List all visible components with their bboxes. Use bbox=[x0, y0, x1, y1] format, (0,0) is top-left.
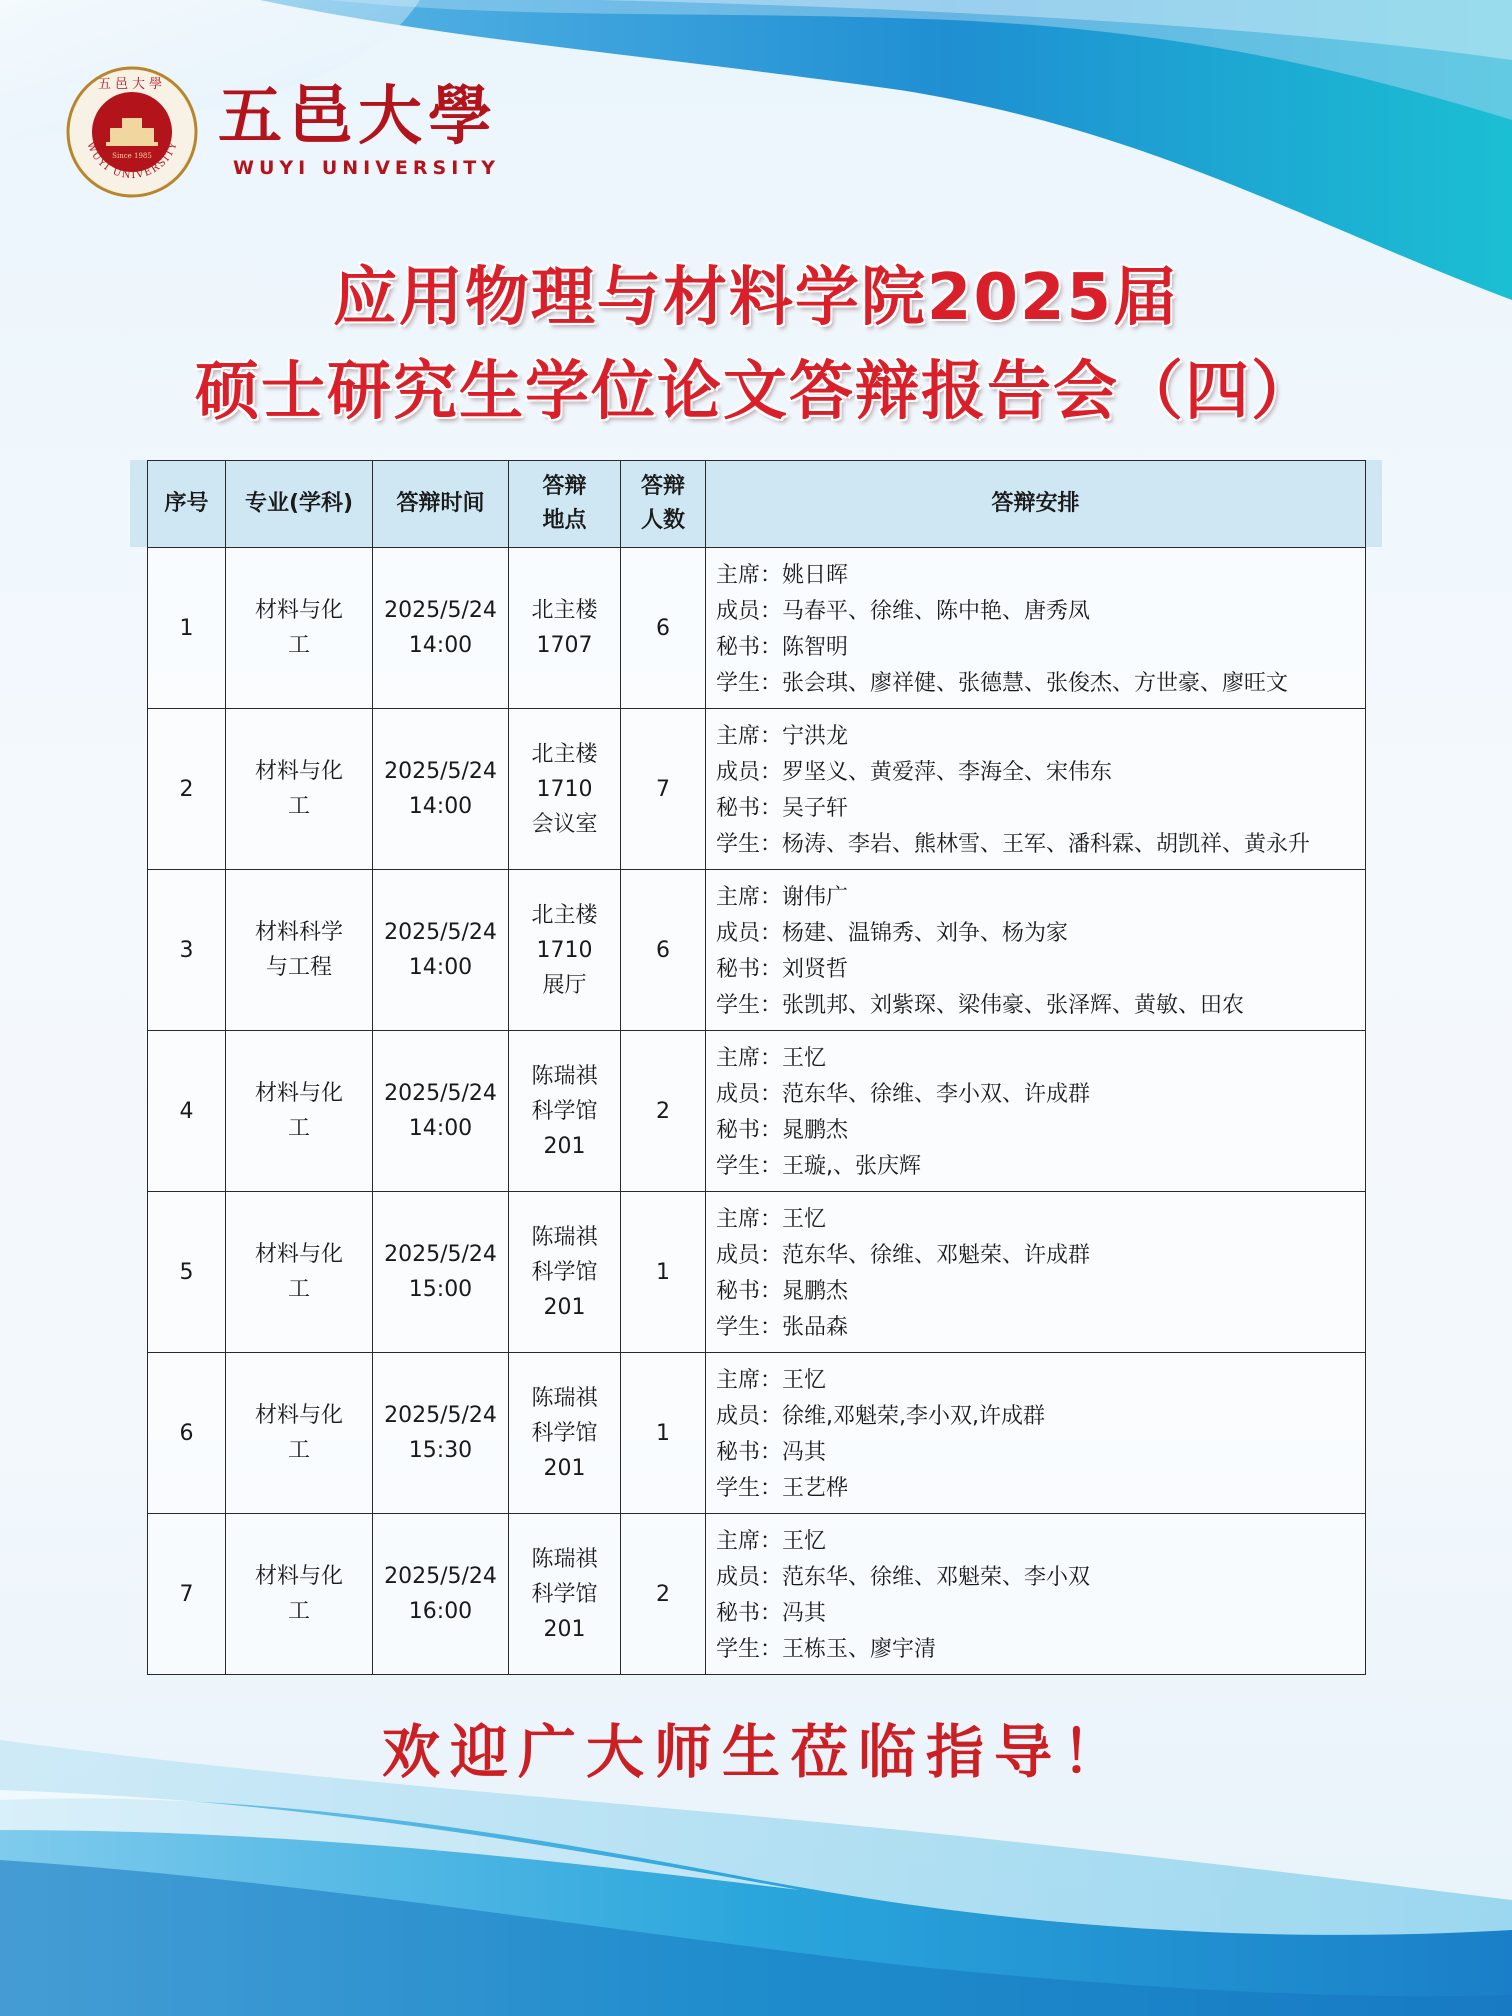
cell-arrangement bbox=[706, 709, 1366, 870]
cell-no-text: 5 bbox=[179, 1259, 194, 1285]
cell-time bbox=[373, 1192, 509, 1353]
secretary-line: 秘书：冯其 bbox=[716, 1440, 827, 1465]
page-title-line1: 应用物理与材料学院2025届 bbox=[332, 261, 1180, 335]
table-row bbox=[148, 548, 1366, 709]
cell-major bbox=[226, 709, 373, 870]
header-no: 序号 bbox=[148, 461, 226, 548]
university-name-en: WUYI UNIVERSITY bbox=[233, 157, 501, 179]
cell-arrangement bbox=[706, 1514, 1366, 1675]
secretary-line: 秘书：陈智明 bbox=[716, 635, 849, 660]
table-row bbox=[148, 870, 1366, 1031]
table-row bbox=[148, 1192, 1366, 1353]
cell-arrangement bbox=[706, 548, 1366, 709]
cell-no-text: 3 bbox=[179, 937, 194, 963]
cell-count bbox=[621, 1031, 706, 1192]
header-major: 专业(学科) bbox=[226, 461, 373, 548]
table-row bbox=[148, 1514, 1366, 1675]
cell-place-text: 北主楼1707 bbox=[531, 598, 598, 658]
cell-place bbox=[509, 1031, 621, 1192]
cell-count-text: 2 bbox=[656, 1098, 670, 1124]
secretary-line: 秘书：晁鹏杰 bbox=[716, 1279, 849, 1304]
cell-major bbox=[226, 1353, 373, 1514]
table-row bbox=[148, 709, 1366, 870]
cell-major-text: 材料与化工 bbox=[254, 759, 343, 819]
svg-text:WUYI UNIVERSITY: WUYI UNIVERSITY bbox=[84, 139, 180, 182]
members-line: 成员：徐维,邓魁荣,李小双,许成群 bbox=[716, 1404, 1045, 1429]
students-line: 学生：杨涛、李岩、熊林雪、王军、潘科霖、胡凯祥、黄永升 bbox=[716, 832, 1311, 857]
members-line: 成员：范东华、徐维、邓魁荣、李小双 bbox=[716, 1565, 1091, 1590]
students-line: 学生：张凯邦、刘紫琛、梁伟豪、张泽辉、黄敏、田农 bbox=[716, 993, 1245, 1018]
cell-no bbox=[148, 548, 226, 709]
cell-no-text: 2 bbox=[179, 776, 194, 802]
cell-place-text: 北主楼1710展厅 bbox=[531, 902, 598, 998]
university-name-cn: 五邑大學 bbox=[218, 79, 498, 154]
header-arrangement: 答辩安排 bbox=[706, 461, 1366, 548]
cell-no-text: 4 bbox=[179, 1098, 194, 1124]
chair-line: 主席：王忆 bbox=[716, 1046, 827, 1071]
secretary-line: 秘书：吴子轩 bbox=[716, 796, 849, 821]
cell-no bbox=[148, 1514, 226, 1675]
cell-place-text: 陈瑞祺科学馆201 bbox=[531, 1385, 598, 1481]
students-line: 学生：王栋玉、廖宇清 bbox=[716, 1637, 937, 1662]
cell-place bbox=[509, 1192, 621, 1353]
cell-major-text: 材料与化工 bbox=[254, 1081, 343, 1141]
cell-time bbox=[373, 1031, 509, 1192]
cell-time-text: 2025/5/24 15:00 bbox=[384, 1242, 497, 1302]
chair-line: 主席：姚日晖 bbox=[716, 563, 849, 588]
cell-time bbox=[373, 709, 509, 870]
header-place: 答辩地点 bbox=[509, 461, 621, 548]
members-line: 成员：马春平、徐维、陈中艳、唐秀凤 bbox=[716, 599, 1091, 624]
cell-place bbox=[509, 1514, 621, 1675]
welcome-message: 欢迎广大师生莅临指导！ bbox=[381, 1718, 1130, 1786]
cell-no bbox=[148, 1353, 226, 1514]
cell-place-text: 北主楼1710会议室 bbox=[531, 741, 598, 837]
cell-count-text: 1 bbox=[656, 1420, 670, 1446]
svg-text:Since 1985: Since 1985 bbox=[112, 152, 152, 160]
table-header-row bbox=[148, 461, 1366, 548]
cell-time bbox=[373, 1353, 509, 1514]
secretary-line: 秘书：刘贤哲 bbox=[716, 957, 849, 982]
cell-time bbox=[373, 548, 509, 709]
cell-place-text: 陈瑞祺科学馆201 bbox=[531, 1224, 598, 1320]
cell-no bbox=[148, 709, 226, 870]
students-line: 学生：张品森 bbox=[716, 1315, 849, 1340]
cell-time-text: 2025/5/24 14:00 bbox=[384, 759, 497, 819]
students-line: 学生：张会琪、廖祥健、张德慧、张俊杰、方世豪、廖旺文 bbox=[716, 671, 1289, 696]
members-line: 成员：杨建、温锦秀、刘争、杨为家 bbox=[716, 921, 1069, 946]
cell-time-text: 2025/5/24 14:00 bbox=[384, 1081, 497, 1141]
members-line: 成员：罗坚义、黄爱萍、李海全、宋伟东 bbox=[716, 760, 1113, 785]
members-line: 成员：范东华、徐维、李小双、许成群 bbox=[716, 1082, 1091, 1107]
svg-text:五邑大學: 五邑大學 bbox=[97, 77, 167, 92]
cell-arrangement bbox=[706, 1031, 1366, 1192]
page-title-line2: 硕士研究生学位论文答辩报告会（四） bbox=[195, 355, 1317, 429]
cell-time-text: 2025/5/24 14:00 bbox=[384, 598, 497, 658]
cell-time bbox=[373, 870, 509, 1031]
cell-count bbox=[621, 1514, 706, 1675]
cell-place bbox=[509, 870, 621, 1031]
table-row bbox=[148, 1031, 1366, 1192]
cell-time-text: 2025/5/24 16:00 bbox=[384, 1564, 497, 1624]
students-line: 学生：王璇,、张庆辉 bbox=[716, 1154, 921, 1179]
table-row bbox=[148, 1353, 1366, 1514]
cell-major bbox=[226, 1031, 373, 1192]
cell-major bbox=[226, 1192, 373, 1353]
cell-time bbox=[373, 1514, 509, 1675]
secretary-line: 秘书：冯其 bbox=[716, 1601, 827, 1626]
cell-no bbox=[148, 870, 226, 1031]
cell-no bbox=[148, 1031, 226, 1192]
cell-major bbox=[226, 870, 373, 1031]
header-count: 答辩人数 bbox=[621, 461, 706, 548]
chair-line: 主席：宁洪龙 bbox=[716, 724, 849, 749]
header-time: 答辩时间 bbox=[373, 461, 509, 548]
secretary-line: 秘书：晁鹏杰 bbox=[716, 1118, 849, 1143]
cell-no-text: 7 bbox=[179, 1581, 194, 1607]
cell-count bbox=[621, 548, 706, 709]
cell-no-text: 1 bbox=[179, 615, 194, 641]
chair-line: 主席：王忆 bbox=[716, 1368, 827, 1393]
cell-place-text: 陈瑞祺科学馆201 bbox=[531, 1546, 598, 1642]
cell-count-text: 1 bbox=[656, 1259, 670, 1285]
cell-major-text: 材料与化工 bbox=[254, 1242, 343, 1302]
cell-count-text: 7 bbox=[656, 776, 670, 802]
defense-schedule-table bbox=[147, 460, 1365, 1675]
cell-count bbox=[621, 1353, 706, 1514]
cell-count-text: 2 bbox=[656, 1581, 670, 1607]
cell-major bbox=[226, 1514, 373, 1675]
chair-line: 主席：王忆 bbox=[716, 1207, 827, 1232]
cell-major-text: 材料与化工 bbox=[254, 1403, 343, 1463]
cell-major bbox=[226, 548, 373, 709]
chair-line: 主席：谢伟广 bbox=[716, 885, 849, 910]
cell-arrangement bbox=[706, 870, 1366, 1031]
cell-count-text: 6 bbox=[656, 937, 670, 963]
cell-arrangement bbox=[706, 1353, 1366, 1514]
cell-place bbox=[509, 1353, 621, 1514]
cell-place bbox=[509, 709, 621, 870]
cell-place-text: 陈瑞祺科学馆201 bbox=[531, 1063, 598, 1159]
cell-count bbox=[621, 1192, 706, 1353]
cell-time-text: 2025/5/24 14:00 bbox=[384, 920, 497, 980]
students-line: 学生：王艺桦 bbox=[716, 1476, 849, 1501]
cell-major-text: 材料与化工 bbox=[254, 1564, 343, 1624]
cell-major-text: 材料与化工 bbox=[254, 598, 343, 658]
cell-no bbox=[148, 1192, 226, 1353]
university-seal-icon bbox=[66, 66, 198, 198]
cell-count-text: 6 bbox=[656, 615, 670, 641]
members-line: 成员：范东华、徐维、邓魁荣、许成群 bbox=[716, 1243, 1091, 1268]
cell-count bbox=[621, 870, 706, 1031]
cell-major-text: 材料科学与工程 bbox=[254, 920, 343, 980]
chair-line: 主席：王忆 bbox=[716, 1529, 827, 1554]
cell-count bbox=[621, 709, 706, 870]
cell-arrangement bbox=[706, 1192, 1366, 1353]
cell-place bbox=[509, 548, 621, 709]
cell-time-text: 2025/5/24 15:30 bbox=[384, 1403, 497, 1463]
cell-no-text: 6 bbox=[179, 1420, 194, 1446]
